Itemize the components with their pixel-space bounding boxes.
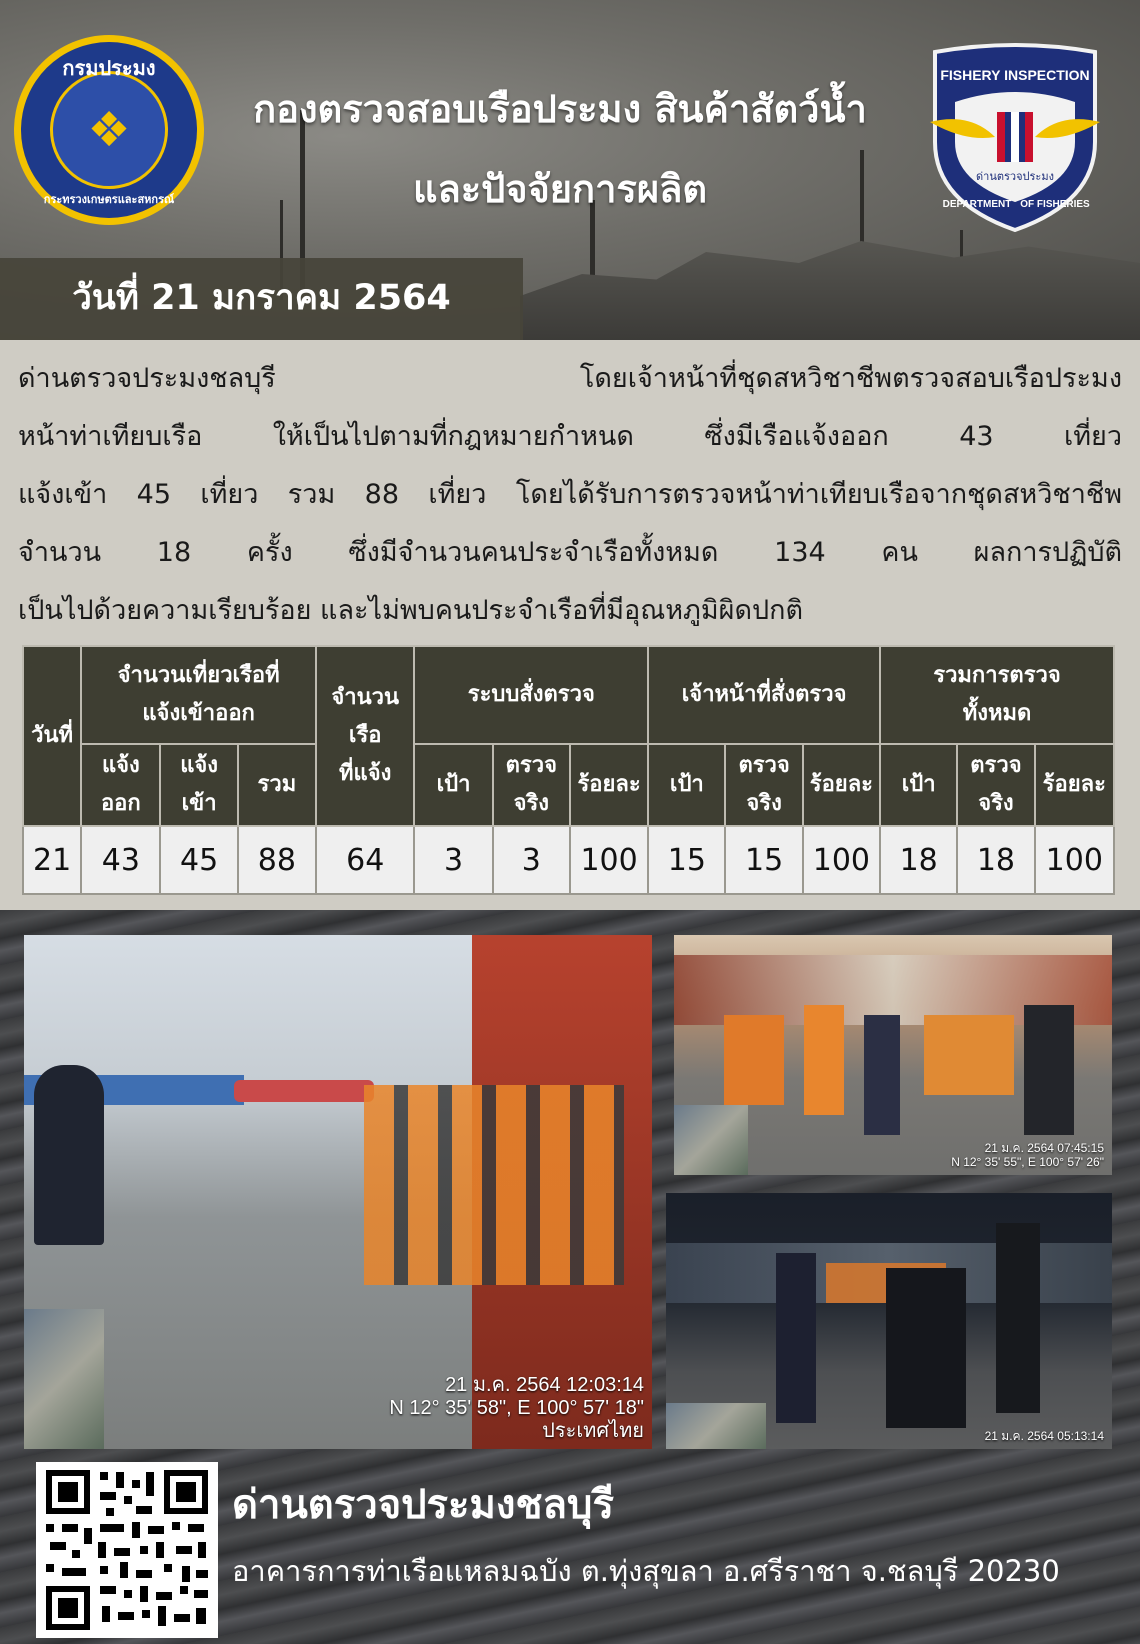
fishery-inspection-badge <box>925 42 1105 232</box>
table-cell: 43 <box>81 826 160 894</box>
subheader-out: แจ้ง ออก <box>81 744 160 826</box>
report-date: วันที่ 21 มกราคม 2564 <box>72 278 451 318</box>
table-cell: 88 <box>238 826 316 894</box>
badge-bottom-left-text: DEPARTMENT <box>942 199 1012 210</box>
qr-code[interactable] <box>36 1462 218 1638</box>
table-row <box>23 826 1114 894</box>
header-boats: จำนวน เรือ ที่แจ้ง <box>316 646 414 826</box>
table-cell: 100 <box>570 826 648 894</box>
subheader-in: แจ้ง เข้า <box>160 744 237 826</box>
header-total-inspections: รวมการตรวจ ทั้งหมด <box>880 646 1114 744</box>
header-system-ordered: ระบบสั่งตรวจ <box>414 646 648 744</box>
subheader-target: เป้า <box>414 744 492 826</box>
table-cell: 3 <box>414 826 492 894</box>
emblem-icon: ❖ <box>50 71 168 189</box>
subheader-target: เป้า <box>648 744 725 826</box>
seal-bottom-text: กระทรวงเกษตรและสหกรณ์ <box>43 193 175 206</box>
subheader-percent: ร้อยละ <box>1035 744 1114 826</box>
table-cell: 21 <box>23 826 81 894</box>
photo-timestamp: 21 ม.ค. 2564 12:03:14 N 12° 35' 58", E 100° 57' 18" ประเทศไทย <box>389 1374 644 1442</box>
table-cell: 15 <box>648 826 725 894</box>
summary-line: แจ้งเข้า 45 เที่ยว รวม 88 เที่ยว โดยได้รับการตรวจหน้าท่าเทียบเรือจากชุดสหวิชาชีพ <box>18 479 1122 510</box>
summary-line: ด่านตรวจประมงชลบุรี โดยเจ้าหน้าที่ชุดสหวิชาชีพตรวจสอบเรือประมง <box>18 363 1122 394</box>
subheader-target: เป้า <box>880 744 957 826</box>
table-cell: 100 <box>1035 826 1114 894</box>
subheader-percent: ร้อยละ <box>570 744 648 826</box>
table-cell: 18 <box>957 826 1034 894</box>
map-thumbnail <box>24 1309 104 1449</box>
subheader-actual: ตรวจ จริง <box>725 744 802 826</box>
subheader-actual: ตรวจ จริง <box>957 744 1034 826</box>
photo-pier-inspection-night <box>666 1193 1112 1449</box>
photo-timestamp: 21 ม.ค. 2564 07:45:15 N 12° 35' 55", E 100° 57' 26" <box>951 1141 1104 1169</box>
table-cell: 15 <box>725 826 802 894</box>
department-of-fisheries-seal <box>14 35 204 225</box>
badge-bottom-right-text: OF FISHERIES <box>1020 199 1090 210</box>
header-title-line-2: และปัจจัยการผลิต <box>412 167 708 211</box>
summary-line: เป็นไปด้วยความเรียบร้อย และไม่พบคนประจำเรือที่มีอุณหภูมิผิดปกติ <box>18 595 804 626</box>
badge-top-text: FISHERY INSPECTION <box>940 67 1090 83</box>
photo-pier-inspection-morning <box>674 935 1112 1175</box>
table-cell: 18 <box>880 826 957 894</box>
summary-paragraph <box>18 350 1122 640</box>
photo-pier-inspection-day <box>24 935 652 1449</box>
header-trips: จำนวนเที่ยวเรือที่ แจ้งเข้าออก <box>81 646 316 744</box>
summary-line: หน้าท่าเทียบเรือ ให้เป็นไปตามที่กฎหมายกำหนด ซึ่งมีเรือแจ้งออก 43 เที่ยว <box>18 421 1122 452</box>
office-address: อาคารการท่าเรือแหลมฉบัง ต.ทุ่งสุขลา อ.ศรีราชา จ.ชลบุรี 20230 <box>232 1554 1060 1588</box>
map-thumbnail <box>674 1105 748 1175</box>
map-thumbnail <box>666 1403 766 1449</box>
table-cell: 45 <box>160 826 237 894</box>
header-officer-ordered: เจ้าหน้าที่สั่งตรวจ <box>648 646 880 744</box>
subheader-actual: ตรวจ จริง <box>493 744 570 826</box>
summary-line: จำนวน 18 ครั้ง ซึ่งมีจำนวนคนประจำเรือทั้งหมด 134 คน ผลการปฏิบัติ <box>18 537 1122 568</box>
header-date: วันที่ <box>23 646 81 826</box>
table-cell: 64 <box>316 826 414 894</box>
badge-center-text: ด่านตรวจประมง <box>976 170 1054 183</box>
seal-top-text: กรมประมง <box>62 56 156 80</box>
inspection-stats-table <box>22 645 1115 895</box>
header-title-line-1: กองตรวจสอบเรือประมง สินค้าสัตว์น้ำ <box>253 87 867 131</box>
subheader-sum: รวม <box>238 744 316 826</box>
office-name: ด่านตรวจประมงชลบุรี <box>232 1482 614 1528</box>
table-cell: 3 <box>493 826 570 894</box>
subheader-percent: ร้อยละ <box>803 744 880 826</box>
photo-timestamp: 21 ม.ค. 2564 05:13:14 <box>984 1429 1104 1443</box>
table-cell: 100 <box>803 826 880 894</box>
